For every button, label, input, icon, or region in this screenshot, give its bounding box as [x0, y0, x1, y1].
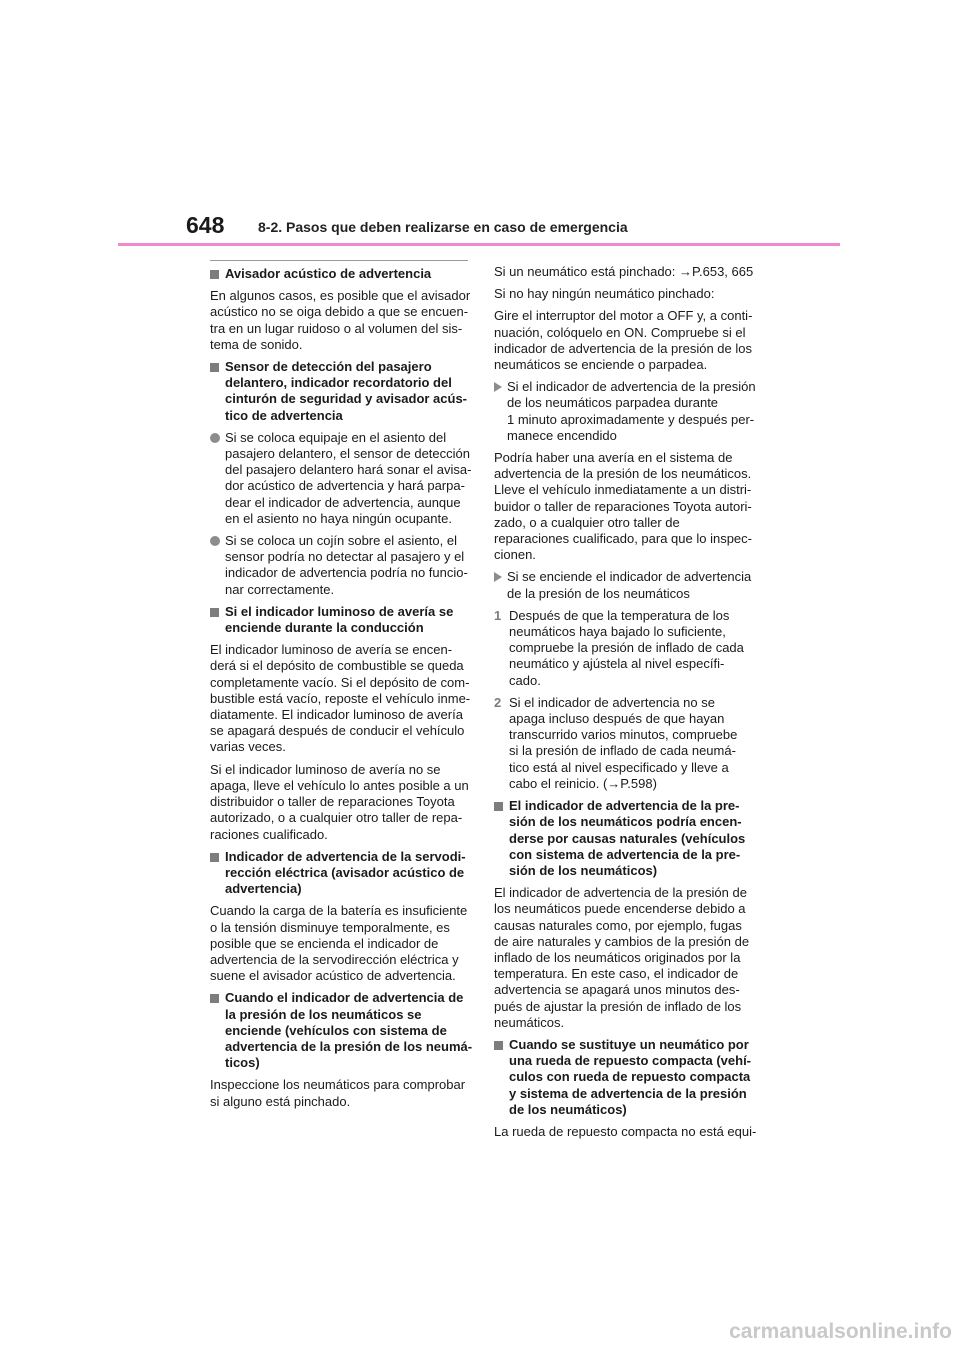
text-line: de la presión de los neumáticos [507, 585, 690, 601]
text-line: posible que se encienda el indicador de [210, 935, 439, 951]
text-line: El indicador de advertencia de la presión de [494, 885, 747, 901]
text-line: tico de advertencia [225, 407, 343, 423]
square-bullet-icon [494, 1041, 503, 1050]
text-line: Sensor de detección del pasajero [225, 359, 432, 375]
text-line: Cuando el indicador de advertencia de [225, 990, 464, 1006]
text-line: advertencia de la servodirección eléctrica y [210, 951, 459, 967]
text-line: derse por causas naturales (vehículos [509, 830, 746, 846]
text-line: sión de los neumáticos) [509, 862, 658, 878]
square-bullet-icon [210, 363, 219, 372]
text-line: transcurrido varios minutos, compruebe [509, 727, 738, 743]
text-line: Inspeccione los neumáticos para comprobar [210, 1077, 466, 1093]
text-line: bustible está vacío, reposte el vehículo inme- [210, 690, 471, 706]
text-line: Si se enciende el indicador de advertencia [507, 569, 752, 585]
arrow-item-text [507, 379, 758, 444]
column-top-rule [210, 260, 468, 261]
heading-text [509, 1037, 758, 1118]
triangle-arrow-icon [494, 572, 502, 582]
text-line: una rueda de repuesto compacta (vehí- [509, 1053, 752, 1069]
text-line: rección eléctrica (avisador acústico de [225, 864, 465, 880]
text-line: causas naturales como, por ejemplo, fugas [494, 917, 742, 933]
text-line: manece encendido [507, 427, 617, 443]
text-line: Cuando la carga de la batería es insuficiente [210, 903, 468, 919]
text-line: tema de sonido. [210, 336, 303, 352]
text-line: pasajero delantero, el sensor de detección [225, 446, 470, 462]
square-bullet-icon [210, 853, 219, 862]
text-line: de los neumáticos parpadea durante [507, 395, 719, 411]
text-line: Gire el interruptor del motor a OFF y, a conti- [494, 308, 753, 324]
numbered-step [494, 695, 758, 792]
text-line: acústico no se oiga debido a que se encuen- [210, 304, 469, 320]
text-line: advertencia se apagará unos minutos des- [494, 982, 740, 998]
text-line: raciones cualificado. [210, 826, 328, 842]
text-line: si alguno está pinchado. [210, 1093, 351, 1109]
text-line: suene el avisador acústico de advertencia. [210, 968, 456, 984]
bullet-text [225, 429, 472, 527]
left-column [210, 260, 473, 1116]
heading-text [225, 604, 468, 636]
text-line: neumáticos se enciende o parpadea. [494, 357, 708, 373]
text-line: diatamente. El indicador luminoso de avería [210, 707, 463, 723]
text-line: reparaciones cualificado, para que lo inspec- [494, 531, 752, 547]
text-line: La rueda de repuesto compacta no está equi- [494, 1123, 757, 1139]
numbered-step [494, 608, 758, 689]
text-line: dor acústico de advertencia y hará parpa- [225, 478, 465, 494]
text-line: de los neumáticos) [509, 1101, 627, 1117]
text-line: Después de que la temperatura de los [509, 607, 730, 623]
bullet-item [210, 429, 472, 527]
heading-indicador-averia [210, 604, 468, 636]
square-bullet-icon [210, 608, 219, 617]
heading-avisador [210, 266, 468, 282]
text-line: zado, o a cualquier otro taller de [494, 514, 680, 530]
text-line: neumáticos. [494, 1014, 565, 1030]
text-line: ticos) [225, 1055, 260, 1071]
text-line: Avisador acústico de advertencia [225, 266, 432, 281]
text-line: Si el indicador luminoso de avería se [225, 603, 454, 619]
text-line: neumáticos haya bajado lo suficiente, [509, 624, 726, 640]
arrow-item [494, 379, 758, 444]
text-line: los neumáticos puede encenderse debido a [494, 901, 746, 917]
text-line: Si se coloca equipaje en el asiento del [225, 429, 447, 445]
text-line: o la tensión disminuye temporalmente, es [210, 919, 450, 935]
square-bullet-icon [494, 802, 503, 811]
text-line: indicador de advertencia podría no funcio- [225, 565, 468, 581]
page-number: 648 [186, 212, 225, 238]
paragraph [494, 450, 758, 563]
text-line: se apagará después de conducir el vehículo [210, 723, 465, 739]
right-column [494, 264, 758, 1146]
text-line: cado. [509, 672, 541, 688]
header-rule [118, 243, 840, 246]
text-line: buidor o taller de reparaciones Toyota autori- [494, 498, 752, 514]
text-line: enciende (vehículos con sistema de [225, 1022, 447, 1038]
arrow-item [494, 569, 758, 601]
text-line: delantero, indicador recordatorio del [225, 375, 452, 391]
text-line: El indicador luminoso de avería se encen- [210, 642, 453, 658]
text-line: tico está al nivel especificado y lleve a [509, 759, 729, 775]
text-line: enciende durante la conducción [225, 620, 424, 636]
text-line: Si se coloca un cojín sobre el asiento, el [225, 533, 457, 549]
text-line: culos con rueda de repuesto compacta [509, 1069, 751, 1085]
text-line: derá si el depósito de combustible se queda [210, 658, 464, 674]
bullet-item [210, 533, 468, 598]
text-line: Si no hay ningún neumático pinchado: [494, 286, 715, 302]
heading-causas-naturales [494, 798, 758, 879]
paragraph [494, 264, 758, 280]
heading-text [225, 266, 468, 282]
heading-presion-neumaticos [210, 990, 473, 1071]
text-line: si la presión de inflado de cada neumá- [509, 743, 736, 759]
paragraph [210, 903, 468, 984]
text-line: completamente vacío. Si el depósito de com- [210, 674, 470, 690]
text-line: Podría haber una avería en el sistema de [494, 450, 733, 466]
text-line: neumático y ajústela al nivel específi- [509, 656, 725, 672]
text-line: En algunos casos, es posible que el avisador [210, 288, 471, 304]
text-line: inflado de los neumáticos originados por la [494, 949, 741, 965]
paragraph [210, 762, 468, 843]
text-line: advertencia de la presión de los neumá- [225, 1038, 473, 1054]
paragraph [494, 1124, 758, 1140]
arrow-item-text [507, 569, 758, 601]
paragraph [494, 308, 758, 373]
text-line: indicador de advertencia de la presión de los [494, 340, 753, 356]
text-line: Si el indicador de advertencia de la presión [507, 379, 756, 395]
paragraph [210, 288, 471, 353]
text-line: El indicador de advertencia de la pre- [509, 798, 740, 814]
text-line: pués de ajustar la presión de inflado de los [494, 998, 742, 1014]
text-line: temperatura. En este caso, el indicador de [494, 966, 739, 982]
heading-text [225, 990, 473, 1071]
circle-bullet-icon [210, 536, 220, 546]
square-bullet-icon [210, 994, 219, 1003]
triangle-arrow-icon [494, 382, 502, 392]
watermark: carmanualsonline.info [729, 1320, 952, 1343]
text-line: apaga incluso después de que hayan [509, 711, 725, 727]
text-line: 1 minuto aproximadamente y después per- [507, 411, 755, 427]
text-line: Lleve el vehículo inmediatamente a un distri- [494, 482, 752, 498]
bullet-text [225, 533, 468, 598]
heading-servodireccion [210, 849, 468, 898]
text-line: Si un neumático está pinchado: →P.653, 665 [494, 264, 754, 279]
square-bullet-icon [210, 270, 219, 279]
heading-text [225, 359, 468, 424]
paragraph [494, 286, 758, 302]
text-line: nuación, colóquelo en ON. Compruebe si el [494, 324, 746, 340]
text-line: autorizado, o a cualquier otro taller de repa- [210, 810, 463, 826]
text-line: sión de los neumáticos podría encen- [509, 814, 742, 830]
text-line: y sistema de advertencia de la presión [509, 1085, 747, 1101]
text-line: Si el indicador de advertencia no se [509, 694, 715, 710]
text-line: Si el indicador luminoso de avería no se [210, 761, 441, 777]
circle-bullet-icon [210, 433, 220, 443]
paragraph [210, 1077, 468, 1109]
text-line: cabo el reinicio. (→P.598) [509, 775, 657, 791]
text-line: nar correctamente. [225, 581, 335, 597]
text-line: Indicador de advertencia de la servodi- [225, 848, 466, 864]
step-text [509, 695, 758, 792]
text-line: en el asiento no haya ningún ocupante. [225, 510, 452, 526]
step-text [509, 608, 758, 689]
step-number: 1 [494, 607, 502, 623]
text-line: tra en un lugar ruidoso o al volumen del sis- [210, 320, 463, 336]
heading-rueda-repuesto [494, 1037, 758, 1118]
paragraph [494, 885, 758, 1031]
section-title: 8-2. Pasos que deben realizarse en caso de emergencia [258, 219, 628, 235]
text-line: cinturón de seguridad y avisador acús- [225, 391, 468, 407]
heading-text [225, 849, 468, 898]
paragraph [210, 642, 471, 755]
text-line: varias veces. [210, 739, 286, 755]
step-number: 2 [494, 694, 502, 710]
text-line: advertencia) [225, 881, 302, 897]
text-line: del pasajero delantero hará sonar el avisa- [225, 462, 472, 478]
heading-sensor-pasajero [210, 359, 468, 424]
text-line: compruebe la presión de inflado de cada [509, 640, 744, 656]
text-line: sensor podría no detectar al pasajero y el [225, 549, 465, 565]
text-line: la presión de los neumáticos se [225, 1006, 422, 1022]
heading-text [509, 798, 758, 879]
text-line: con sistema de advertencia de la pre- [509, 846, 741, 862]
text-line: advertencia de la presión de los neumáticos. [494, 466, 752, 482]
text-line: Cuando se sustituye un neumático por [509, 1036, 749, 1052]
text-line: cionen. [494, 547, 536, 563]
text-line: dear el indicador de advertencia, aunque [225, 494, 461, 510]
text-line: distribuidor o taller de reparaciones Toyota [210, 794, 455, 810]
text-line: apaga, lleve el vehículo lo antes posible a un [210, 777, 469, 793]
text-line: de aire naturales y cambios de la presión de [494, 933, 750, 949]
